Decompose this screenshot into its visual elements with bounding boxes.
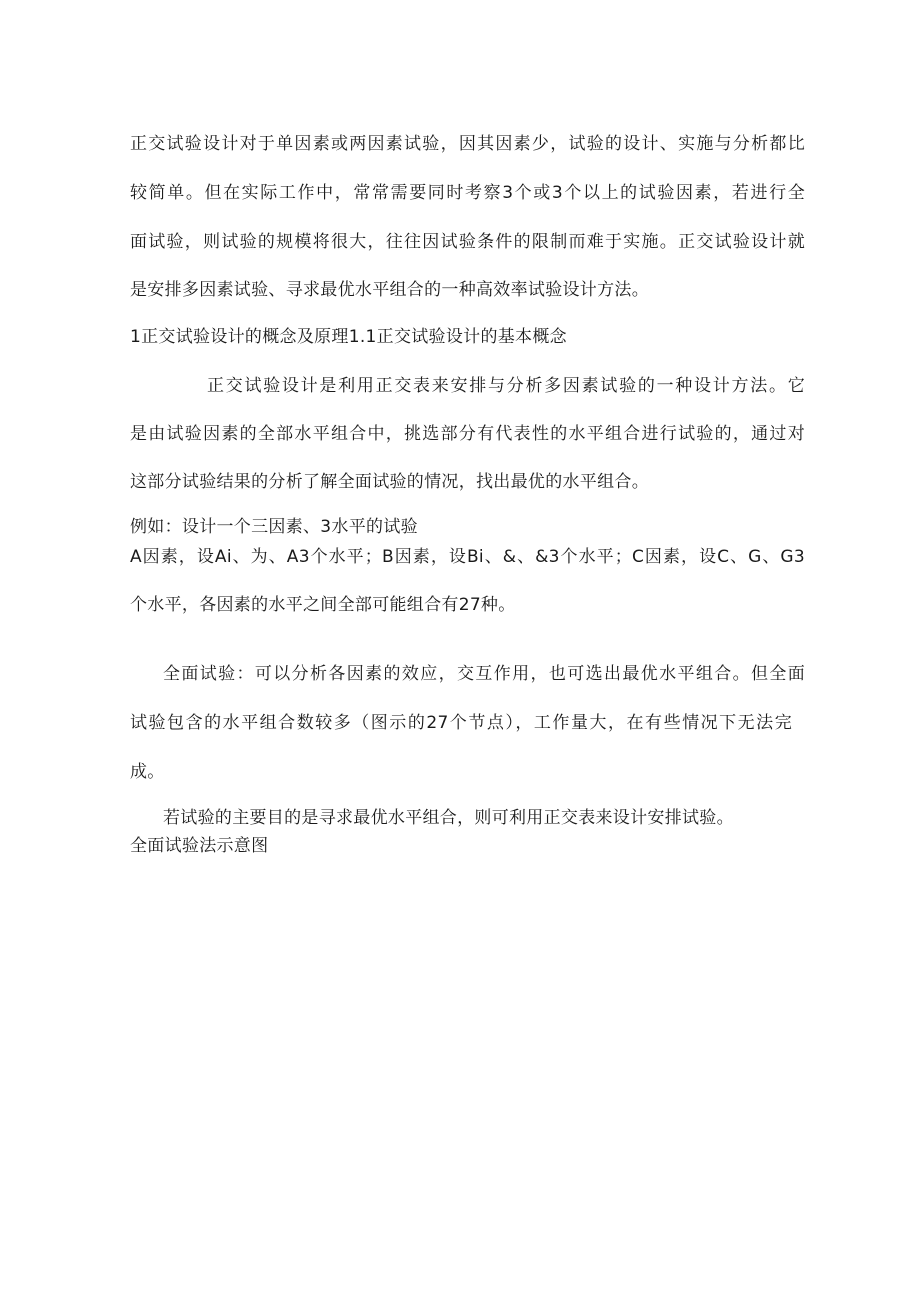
paragraph-2-line-2: 是由试验因素的全部水平组合中，挑选部分有代表性的水平组合进行试验的，通过对 [130, 424, 805, 444]
paragraph-1-line-2: 较简单。但在实际工作中，常常需要同时考察3个或3个以上的试验因素，若进行全 [130, 183, 805, 203]
paragraph-1-line-4: 是安排多因素试验、寻求最优水平组合的一种高效率试验设计方法。 [130, 280, 649, 300]
example-line-3: 个水平，各因素的水平之间全部可能组合有27种。 [130, 595, 516, 615]
section-heading: 1正交试验设计的概念及原理1.1正交试验设计的基本概念 [130, 327, 567, 347]
paragraph-3-line-3: 成。 [130, 762, 165, 782]
paragraph-1-line-1: 正交试验设计对于单因素或两因素试验，因其因素少，试验的设计、实施与分析都比 [130, 134, 805, 154]
example-line-1: 例如：设计一个三因素、3水平的试验 [130, 517, 418, 537]
paragraph-2-line-3: 这部分试验结果的分析了解全面试验的情况，找出最优的水平组合。 [130, 472, 649, 492]
paragraph-3-line-1: 全面试验：可以分析各因素的效应，交互作用，也可选出最优水平组合。但全面 [163, 664, 805, 684]
example-line-2: A因素，设Ai、为、A3个水平；B因素，设Bi、&、&3个水平；C因素，设C、G、G3 [130, 547, 805, 567]
paragraph-4: 若试验的主要目的是寻求最优水平组合，则可利用正交表来设计安排试验。 [163, 808, 734, 828]
paragraph-2-line-1: 正交试验设计是利用正交表来安排与分析多因素试验的一种设计方法。它 [207, 376, 805, 396]
paragraph-1-line-3: 面试验，则试验的规模将很大，往往因试验条件的限制而难于实施。正交试验设计就 [130, 232, 805, 252]
figure-caption: 全面试验法示意图 [130, 836, 269, 856]
paragraph-3-line-2: 试验包含的水平组合数较多（图示的27个节点），工作量大，在有些情况下无法完 [130, 713, 792, 733]
